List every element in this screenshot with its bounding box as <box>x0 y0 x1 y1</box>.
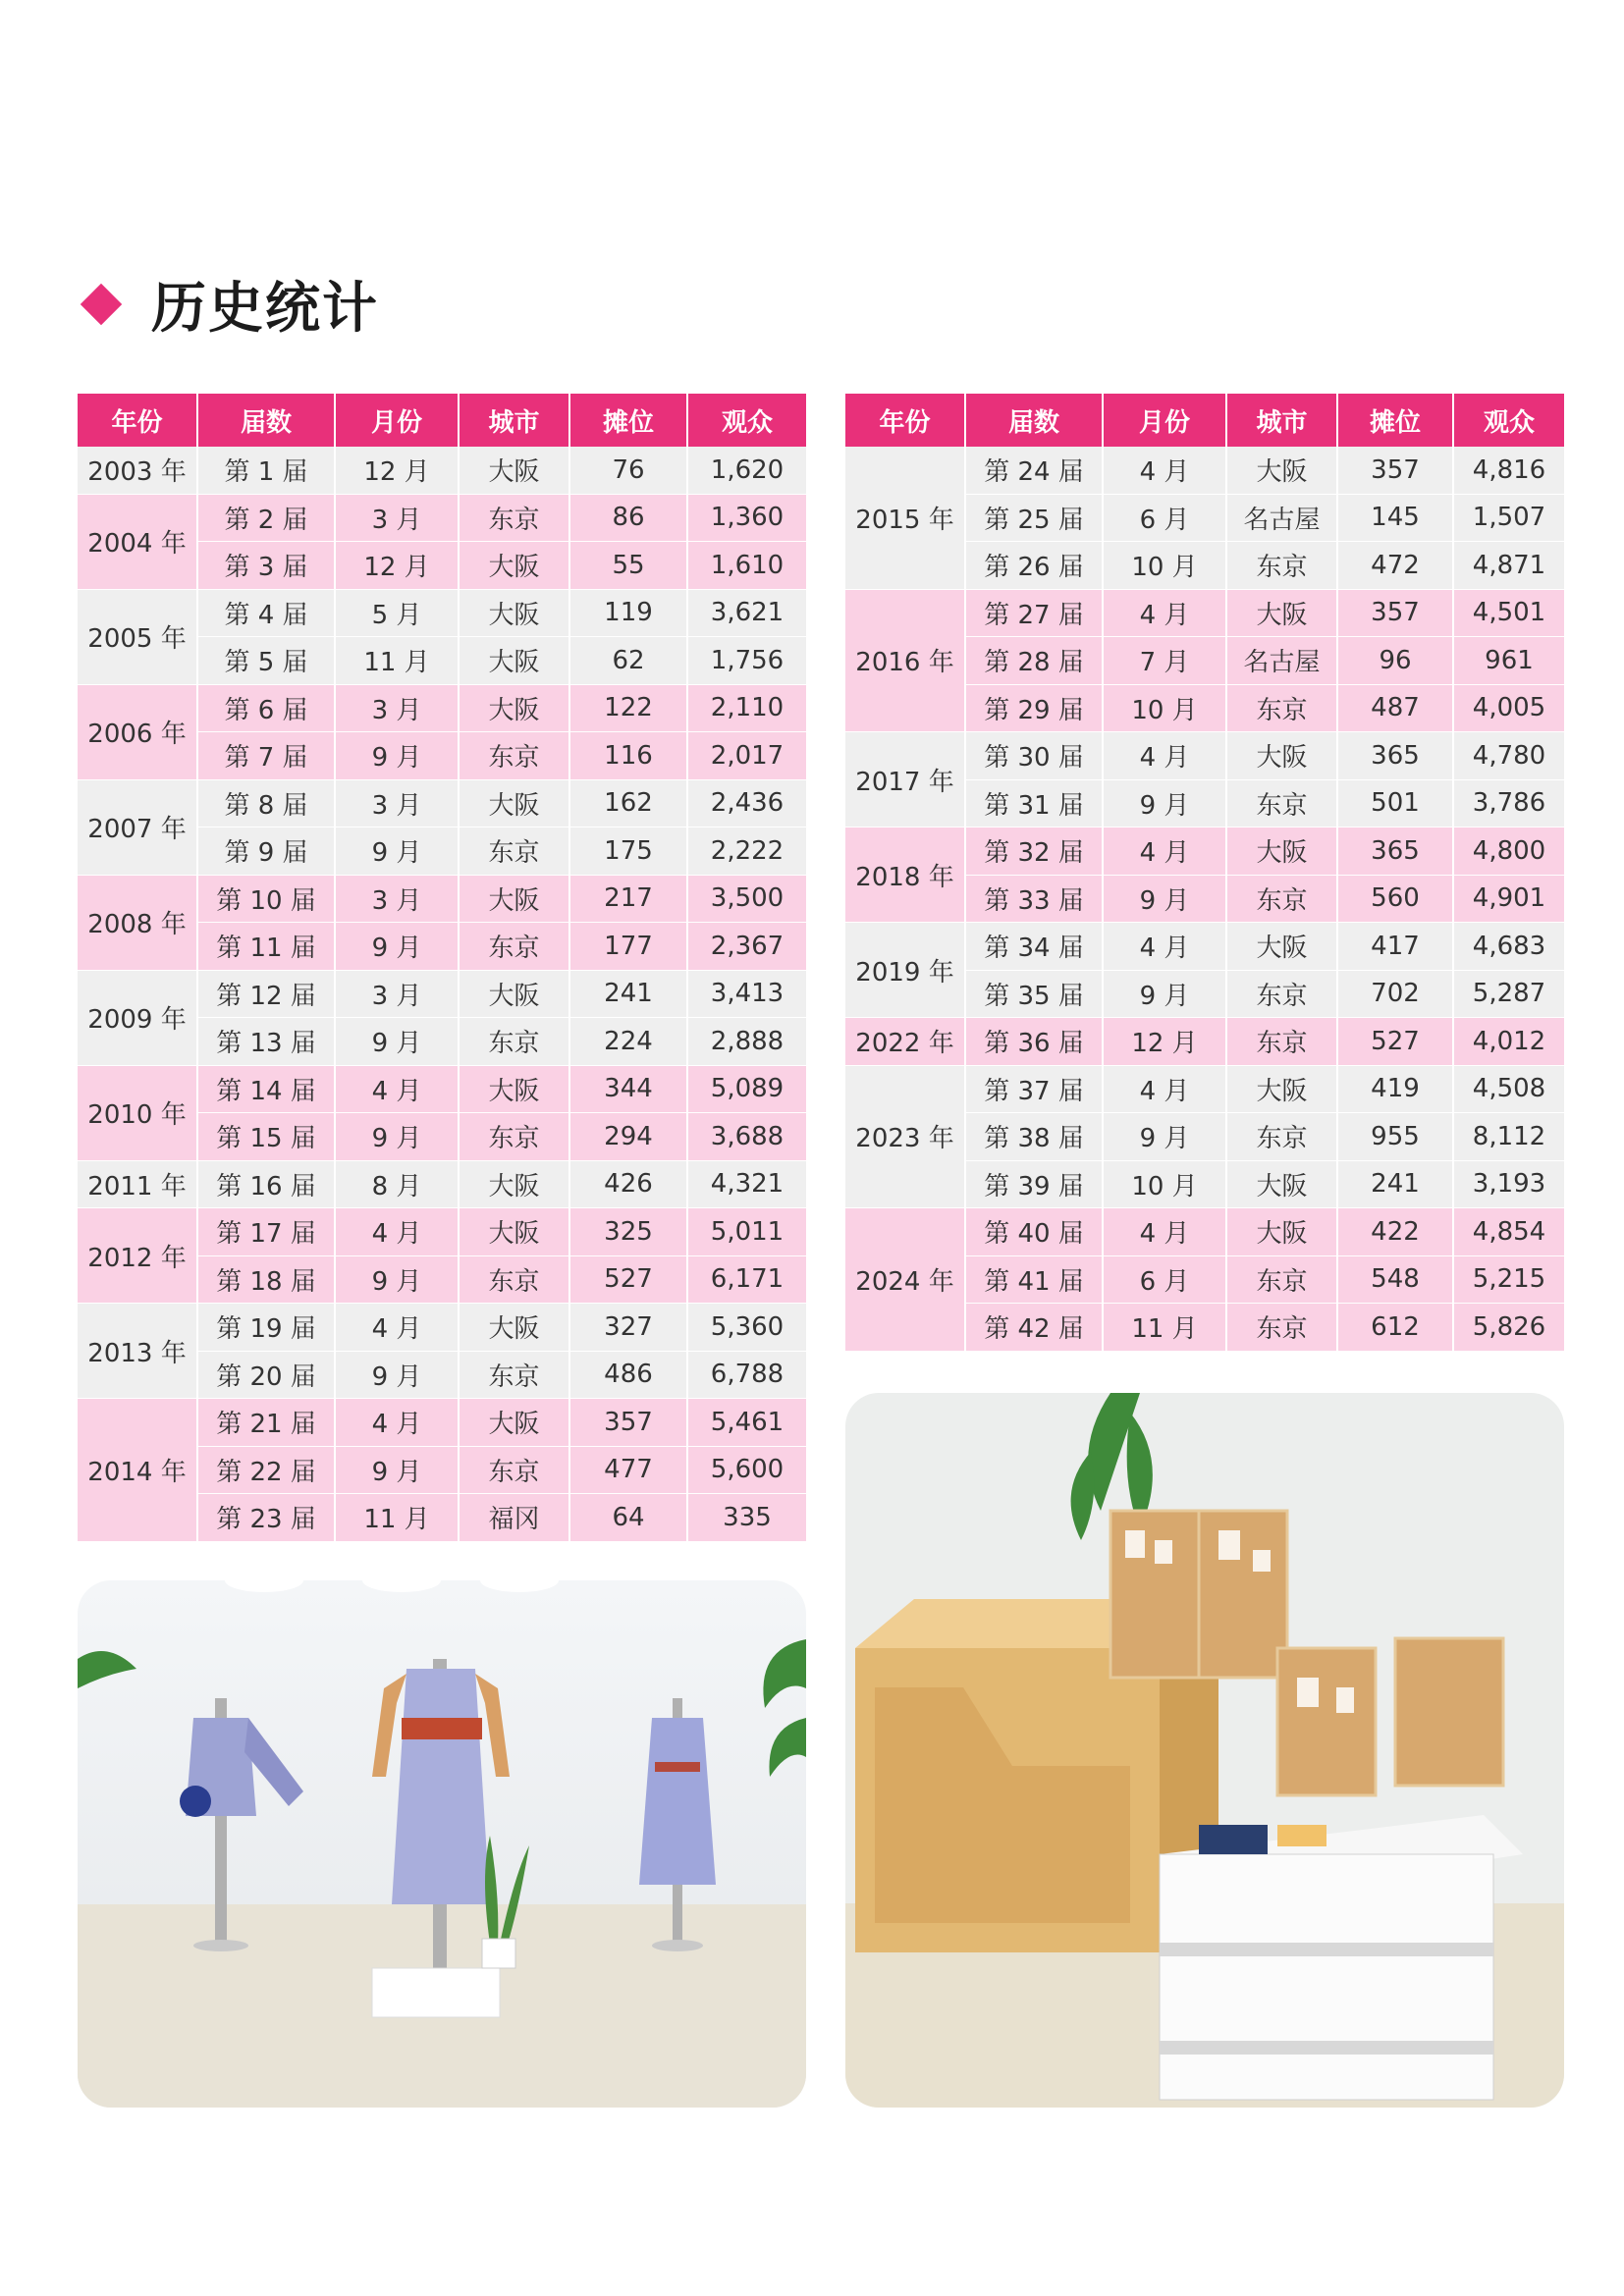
table-row <box>78 779 806 828</box>
session-cell: 第 31 届 <box>965 779 1103 828</box>
session-cell: 第 36 届 <box>965 1018 1103 1066</box>
city-cell: 大阪 <box>459 1065 569 1113</box>
month-cell: 4 月 <box>335 1304 459 1352</box>
session-cell: 第 10 届 <box>197 875 335 923</box>
session-cell: 第 29 届 <box>965 684 1103 732</box>
visitors-cell: 5,600 <box>687 1446 806 1494</box>
month-cell: 10 月 <box>1103 542 1226 590</box>
city-cell: 东京 <box>1226 542 1337 590</box>
session-cell: 第 12 届 <box>197 970 335 1018</box>
table-row <box>78 875 806 923</box>
month-cell: 12 月 <box>1103 1018 1226 1066</box>
city-cell: 东京 <box>1226 1255 1337 1304</box>
month-cell: 4 月 <box>335 1065 459 1113</box>
city-cell: 东京 <box>459 1018 569 1066</box>
table-row <box>845 1065 1564 1113</box>
booths-cell: 119 <box>569 589 687 637</box>
table-body <box>845 447 1564 1351</box>
visitors-cell: 3,500 <box>687 875 806 923</box>
city-cell: 大阪 <box>1226 1160 1337 1208</box>
booths-cell: 426 <box>569 1160 687 1208</box>
table-row <box>845 447 1564 494</box>
city-cell: 大阪 <box>459 447 569 494</box>
visitors-cell: 6,788 <box>687 1351 806 1399</box>
booths-cell: 224 <box>569 1018 687 1066</box>
year-cell: 2012 年 <box>78 1208 197 1304</box>
visitors-cell: 6,171 <box>687 1255 806 1304</box>
month-cell: 5 月 <box>335 589 459 637</box>
session-cell: 第 6 届 <box>197 684 335 732</box>
session-cell: 第 1 届 <box>197 447 335 494</box>
table-row <box>78 494 806 542</box>
diamond-bullet-icon <box>81 284 122 325</box>
month-cell: 4 月 <box>1103 828 1226 876</box>
session-cell: 第 13 届 <box>197 1018 335 1066</box>
city-cell: 大阪 <box>1226 923 1337 971</box>
table-row <box>78 589 806 637</box>
session-cell: 第 34 届 <box>965 923 1103 971</box>
month-cell: 9 月 <box>1103 970 1226 1018</box>
booths-cell: 327 <box>569 1304 687 1352</box>
header-visitors: 观众 <box>687 394 806 447</box>
table-row <box>78 1160 806 1208</box>
city-cell: 大阪 <box>459 589 569 637</box>
visitors-cell: 1,610 <box>687 542 806 590</box>
city-cell: 东京 <box>1226 1304 1337 1352</box>
city-cell: 大阪 <box>1226 447 1337 494</box>
booths-cell: 177 <box>569 923 687 971</box>
visitors-cell: 5,826 <box>1453 1304 1564 1352</box>
booths-cell: 357 <box>1337 589 1453 637</box>
visitors-cell: 4,816 <box>1453 447 1564 494</box>
city-cell: 东京 <box>1226 875 1337 923</box>
booth-display-image <box>845 1393 1564 2108</box>
booths-cell: 241 <box>1337 1160 1453 1208</box>
header-month: 月份 <box>335 394 459 447</box>
visitors-cell: 2,110 <box>687 684 806 732</box>
booths-cell: 612 <box>1337 1304 1453 1352</box>
visitors-cell: 3,193 <box>1453 1160 1564 1208</box>
city-cell: 大阪 <box>459 637 569 685</box>
session-cell: 第 5 届 <box>197 637 335 685</box>
booths-cell: 76 <box>569 447 687 494</box>
city-cell: 福冈 <box>459 1494 569 1542</box>
session-cell: 第 15 届 <box>197 1113 335 1161</box>
city-cell: 大阪 <box>459 875 569 923</box>
city-cell: 大阪 <box>1226 1065 1337 1113</box>
booth-display-photo <box>845 1393 1564 2108</box>
table-row <box>78 1399 806 1447</box>
visitors-cell: 2,017 <box>687 732 806 780</box>
table-row <box>78 684 806 732</box>
month-cell: 3 月 <box>335 494 459 542</box>
visitors-cell: 4,501 <box>1453 589 1564 637</box>
visitors-cell: 335 <box>687 1494 806 1542</box>
city-cell: 名古屋 <box>1226 494 1337 542</box>
booths-cell: 325 <box>569 1208 687 1256</box>
visitors-cell: 2,367 <box>687 923 806 971</box>
month-cell: 9 月 <box>1103 875 1226 923</box>
header-year: 年份 <box>78 394 197 447</box>
booths-cell: 365 <box>1337 732 1453 780</box>
visitors-cell: 1,756 <box>687 637 806 685</box>
city-cell: 名古屋 <box>1226 637 1337 685</box>
session-cell: 第 16 届 <box>197 1160 335 1208</box>
month-cell: 3 月 <box>335 875 459 923</box>
session-cell: 第 40 届 <box>965 1208 1103 1256</box>
visitors-cell: 5,287 <box>1453 970 1564 1018</box>
session-cell: 第 33 届 <box>965 875 1103 923</box>
visitors-cell: 3,413 <box>687 970 806 1018</box>
visitors-cell: 5,461 <box>687 1399 806 1447</box>
booths-cell: 116 <box>569 732 687 780</box>
session-cell: 第 38 届 <box>965 1113 1103 1161</box>
visitors-cell: 3,688 <box>687 1113 806 1161</box>
visitors-cell: 4,005 <box>1453 684 1564 732</box>
year-cell: 2009 年 <box>78 970 197 1065</box>
city-cell: 大阪 <box>459 542 569 590</box>
booths-cell: 64 <box>569 1494 687 1542</box>
month-cell: 9 月 <box>335 1113 459 1161</box>
table-row <box>78 447 806 494</box>
city-cell: 东京 <box>459 1113 569 1161</box>
city-cell: 大阪 <box>1226 589 1337 637</box>
city-cell: 东京 <box>459 732 569 780</box>
table-row <box>845 732 1564 780</box>
booths-cell: 145 <box>1337 494 1453 542</box>
city-cell: 大阪 <box>459 779 569 828</box>
visitors-cell: 3,786 <box>1453 779 1564 828</box>
year-cell: 2008 年 <box>78 875 197 970</box>
city-cell: 大阪 <box>459 970 569 1018</box>
year-cell: 2006 年 <box>78 684 197 779</box>
city-cell: 东京 <box>1226 970 1337 1018</box>
booths-cell: 419 <box>1337 1065 1453 1113</box>
visitors-cell: 5,360 <box>687 1304 806 1352</box>
month-cell: 9 月 <box>1103 1113 1226 1161</box>
month-cell: 4 月 <box>1103 447 1226 494</box>
month-cell: 12 月 <box>335 447 459 494</box>
month-cell: 7 月 <box>1103 637 1226 685</box>
table-row <box>845 1208 1564 1256</box>
month-cell: 10 月 <box>1103 1160 1226 1208</box>
booths-cell: 548 <box>1337 1255 1453 1304</box>
visitors-cell: 4,012 <box>1453 1018 1564 1066</box>
month-cell: 3 月 <box>335 779 459 828</box>
booths-cell: 422 <box>1337 1208 1453 1256</box>
table-header-row <box>78 394 806 447</box>
month-cell: 4 月 <box>1103 589 1226 637</box>
session-cell: 第 32 届 <box>965 828 1103 876</box>
session-cell: 第 2 届 <box>197 494 335 542</box>
session-cell: 第 24 届 <box>965 447 1103 494</box>
year-cell: 2016 年 <box>845 589 965 732</box>
table-header-row <box>845 394 1564 447</box>
booths-cell: 86 <box>569 494 687 542</box>
month-cell: 4 月 <box>1103 1065 1226 1113</box>
booths-cell: 527 <box>569 1255 687 1304</box>
city-cell: 东京 <box>459 1255 569 1304</box>
city-cell: 大阪 <box>1226 732 1337 780</box>
visitors-cell: 4,508 <box>1453 1065 1564 1113</box>
year-cell: 2004 年 <box>78 494 197 589</box>
booths-cell: 217 <box>569 875 687 923</box>
session-cell: 第 23 届 <box>197 1494 335 1542</box>
section-header <box>79 265 379 344</box>
booths-cell: 486 <box>569 1351 687 1399</box>
city-cell: 东京 <box>459 494 569 542</box>
session-cell: 第 20 届 <box>197 1351 335 1399</box>
booths-cell: 241 <box>569 970 687 1018</box>
year-cell: 2017 年 <box>845 732 965 828</box>
month-cell: 9 月 <box>335 923 459 971</box>
booths-cell: 487 <box>1337 684 1453 732</box>
month-cell: 9 月 <box>335 732 459 780</box>
header-visitors: 观众 <box>1453 394 1564 447</box>
visitors-cell: 2,436 <box>687 779 806 828</box>
table-row <box>78 1208 806 1256</box>
session-cell: 第 4 届 <box>197 589 335 637</box>
page-title: 历史统计 <box>151 277 379 341</box>
session-cell: 第 39 届 <box>965 1160 1103 1208</box>
session-cell: 第 42 届 <box>965 1304 1103 1352</box>
month-cell: 3 月 <box>335 970 459 1018</box>
month-cell: 9 月 <box>335 1255 459 1304</box>
city-cell: 大阪 <box>459 1208 569 1256</box>
month-cell: 9 月 <box>335 1351 459 1399</box>
month-cell: 10 月 <box>1103 684 1226 732</box>
visitors-cell: 8,112 <box>1453 1113 1564 1161</box>
month-cell: 11 月 <box>1103 1304 1226 1352</box>
year-cell: 2013 年 <box>78 1304 197 1399</box>
city-cell: 大阪 <box>1226 828 1337 876</box>
visitors-cell: 3,621 <box>687 589 806 637</box>
history-table-left <box>78 394 806 1542</box>
header-year: 年份 <box>845 394 965 447</box>
booths-cell: 955 <box>1337 1113 1453 1161</box>
month-cell: 4 月 <box>1103 923 1226 971</box>
visitors-cell: 4,901 <box>1453 875 1564 923</box>
year-cell: 2019 年 <box>845 923 965 1018</box>
year-cell: 2007 年 <box>78 779 197 875</box>
year-cell: 2023 年 <box>845 1065 965 1208</box>
visitors-cell: 2,888 <box>687 1018 806 1066</box>
session-cell: 第 17 届 <box>197 1208 335 1256</box>
mannequin-exhibit-photo <box>78 1580 806 2108</box>
month-cell: 9 月 <box>335 1018 459 1066</box>
session-cell: 第 41 届 <box>965 1255 1103 1304</box>
session-cell: 第 18 届 <box>197 1255 335 1304</box>
month-cell: 9 月 <box>335 828 459 876</box>
city-cell: 东京 <box>1226 684 1337 732</box>
session-cell: 第 9 届 <box>197 828 335 876</box>
month-cell: 9 月 <box>1103 779 1226 828</box>
year-cell: 2024 年 <box>845 1208 965 1352</box>
city-cell: 大阪 <box>459 1160 569 1208</box>
session-cell: 第 27 届 <box>965 589 1103 637</box>
month-cell: 9 月 <box>335 1446 459 1494</box>
booths-cell: 702 <box>1337 970 1453 1018</box>
session-cell: 第 37 届 <box>965 1065 1103 1113</box>
header-city: 城市 <box>459 394 569 447</box>
year-cell: 2015 年 <box>845 447 965 589</box>
city-cell: 大阪 <box>459 684 569 732</box>
booths-cell: 162 <box>569 779 687 828</box>
session-cell: 第 14 届 <box>197 1065 335 1113</box>
booths-cell: 55 <box>569 542 687 590</box>
session-cell: 第 8 届 <box>197 779 335 828</box>
year-cell: 2010 年 <box>78 1065 197 1160</box>
table-row <box>78 1304 806 1352</box>
table-body <box>78 447 806 1541</box>
city-cell: 东京 <box>459 1446 569 1494</box>
year-cell: 2014 年 <box>78 1399 197 1542</box>
month-cell: 4 月 <box>1103 1208 1226 1256</box>
header-session: 届数 <box>965 394 1103 447</box>
visitors-cell: 5,089 <box>687 1065 806 1113</box>
table-row <box>845 589 1564 637</box>
city-cell: 大阪 <box>459 1399 569 1447</box>
header-booths: 摊位 <box>1337 394 1453 447</box>
month-cell: 4 月 <box>335 1399 459 1447</box>
visitors-cell: 1,360 <box>687 494 806 542</box>
year-cell: 2018 年 <box>845 828 965 923</box>
visitors-cell: 1,620 <box>687 447 806 494</box>
booths-cell: 527 <box>1337 1018 1453 1066</box>
month-cell: 4 月 <box>1103 732 1226 780</box>
table-row <box>845 1018 1564 1066</box>
session-cell: 第 30 届 <box>965 732 1103 780</box>
month-cell: 6 月 <box>1103 1255 1226 1304</box>
visitors-cell: 4,683 <box>1453 923 1564 971</box>
visitors-cell: 4,321 <box>687 1160 806 1208</box>
visitors-cell: 4,800 <box>1453 828 1564 876</box>
booths-cell: 96 <box>1337 637 1453 685</box>
city-cell: 东京 <box>1226 1018 1337 1066</box>
city-cell: 大阪 <box>459 1304 569 1352</box>
header-session: 届数 <box>197 394 335 447</box>
year-cell: 2011 年 <box>78 1160 197 1208</box>
header-city: 城市 <box>1226 394 1337 447</box>
year-cell: 2003 年 <box>78 447 197 494</box>
booths-cell: 175 <box>569 828 687 876</box>
visitors-cell: 5,011 <box>687 1208 806 1256</box>
booths-cell: 357 <box>1337 447 1453 494</box>
city-cell: 东京 <box>459 1351 569 1399</box>
month-cell: 11 月 <box>335 637 459 685</box>
session-cell: 第 19 届 <box>197 1304 335 1352</box>
city-cell: 东京 <box>1226 1113 1337 1161</box>
visitors-cell: 961 <box>1453 637 1564 685</box>
month-cell: 8 月 <box>335 1160 459 1208</box>
header-month: 月份 <box>1103 394 1226 447</box>
session-cell: 第 21 届 <box>197 1399 335 1447</box>
booths-cell: 477 <box>569 1446 687 1494</box>
city-cell: 东京 <box>1226 779 1337 828</box>
session-cell: 第 3 届 <box>197 542 335 590</box>
booths-cell: 294 <box>569 1113 687 1161</box>
session-cell: 第 26 届 <box>965 542 1103 590</box>
month-cell: 3 月 <box>335 684 459 732</box>
history-table-right <box>845 394 1564 1352</box>
table-row <box>78 970 806 1018</box>
month-cell: 6 月 <box>1103 494 1226 542</box>
city-cell: 东京 <box>459 828 569 876</box>
session-cell: 第 35 届 <box>965 970 1103 1018</box>
table-row <box>845 828 1564 876</box>
booths-cell: 501 <box>1337 779 1453 828</box>
session-cell: 第 11 届 <box>197 923 335 971</box>
table-row <box>78 1065 806 1113</box>
city-cell: 东京 <box>459 923 569 971</box>
visitors-cell: 1,507 <box>1453 494 1564 542</box>
visitors-cell: 4,854 <box>1453 1208 1564 1256</box>
visitors-cell: 2,222 <box>687 828 806 876</box>
month-cell: 12 月 <box>335 542 459 590</box>
session-cell: 第 25 届 <box>965 494 1103 542</box>
booths-cell: 62 <box>569 637 687 685</box>
header-booths: 摊位 <box>569 394 687 447</box>
booths-cell: 357 <box>569 1399 687 1447</box>
visitors-cell: 5,215 <box>1453 1255 1564 1304</box>
booths-cell: 122 <box>569 684 687 732</box>
month-cell: 4 月 <box>335 1208 459 1256</box>
booths-cell: 560 <box>1337 875 1453 923</box>
session-cell: 第 7 届 <box>197 732 335 780</box>
city-cell: 大阪 <box>1226 1208 1337 1256</box>
month-cell: 11 月 <box>335 1494 459 1542</box>
table-row <box>845 923 1564 971</box>
year-cell: 2022 年 <box>845 1018 965 1066</box>
visitors-cell: 4,780 <box>1453 732 1564 780</box>
year-cell: 2005 年 <box>78 589 197 684</box>
session-cell: 第 22 届 <box>197 1446 335 1494</box>
session-cell: 第 28 届 <box>965 637 1103 685</box>
booths-cell: 365 <box>1337 828 1453 876</box>
visitors-cell: 4,871 <box>1453 542 1564 590</box>
booths-cell: 417 <box>1337 923 1453 971</box>
white-cabinet <box>1160 1815 1523 2100</box>
booths-cell: 344 <box>569 1065 687 1113</box>
mannequin-exhibit-image <box>78 1580 806 2108</box>
booths-cell: 472 <box>1337 542 1453 590</box>
